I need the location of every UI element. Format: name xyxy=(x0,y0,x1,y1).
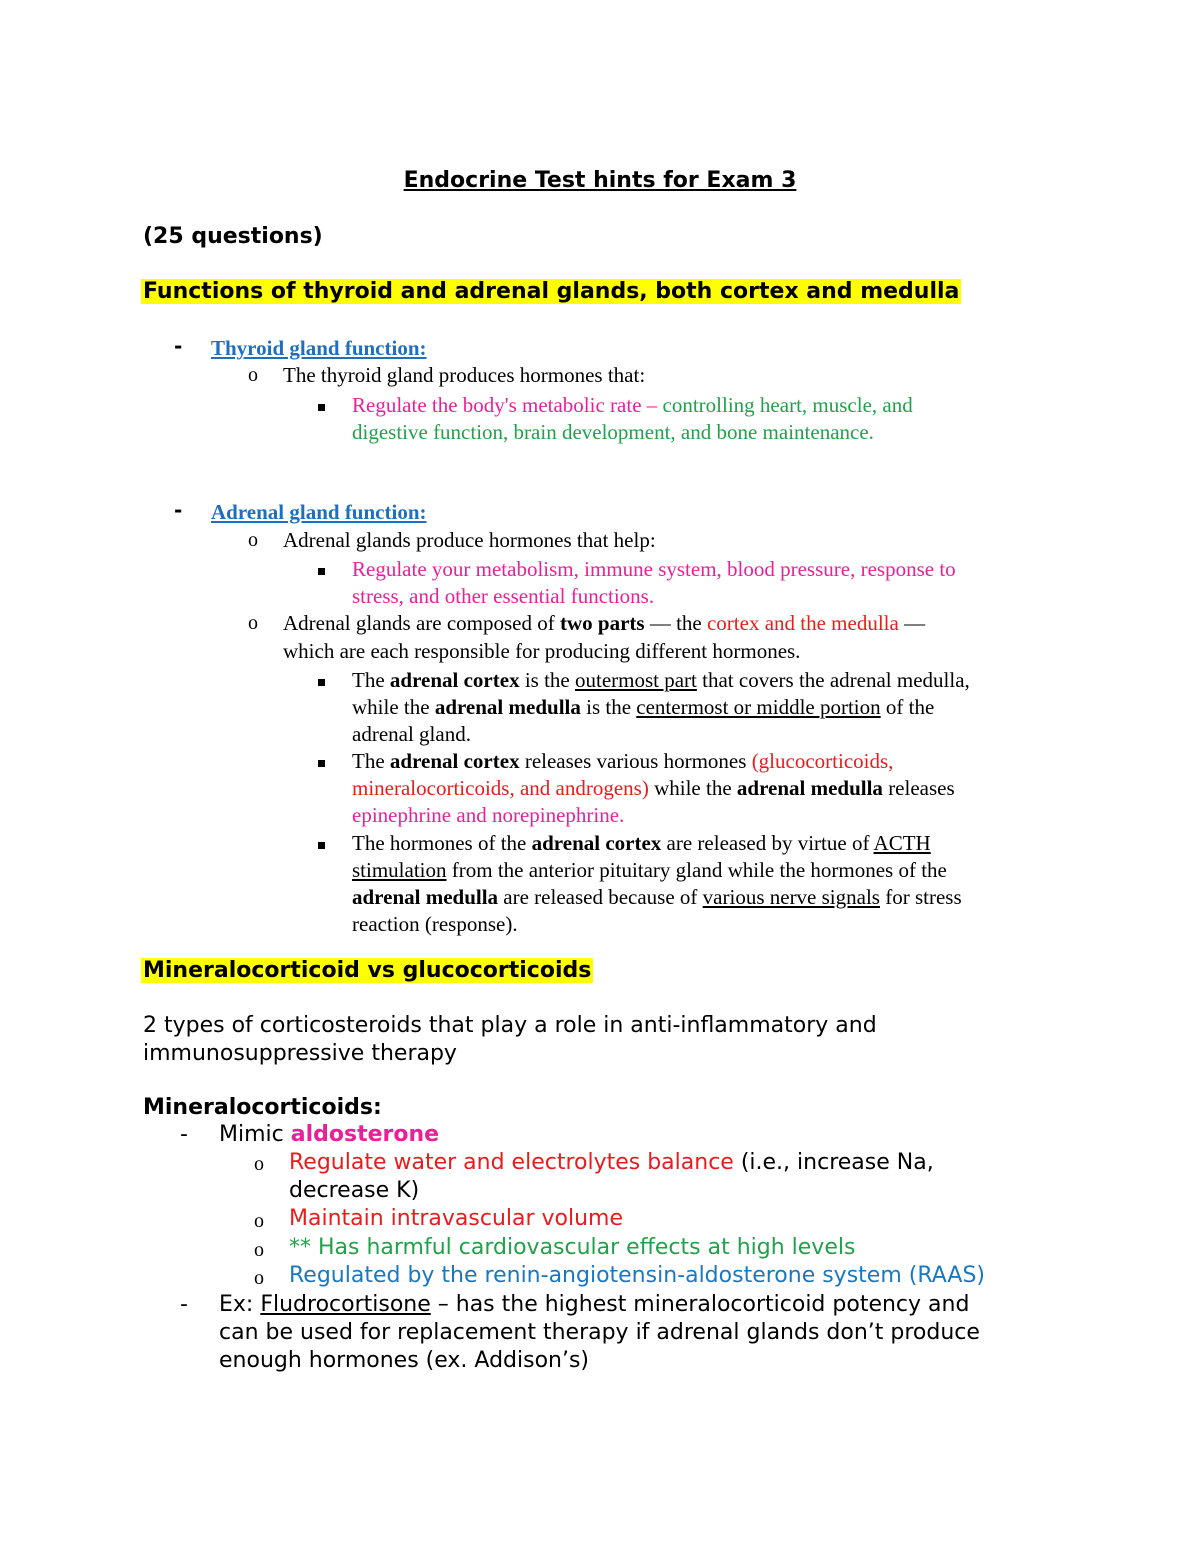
mineralo-point-1-line2: decrease K) xyxy=(289,1178,420,1203)
question-count: (25 questions) xyxy=(143,224,323,249)
adrenal-p3-line4: reaction (response). xyxy=(352,912,518,936)
thyroid-point-line1: Regulate the body's metabolic rate – controlling heart, muscle, and xyxy=(352,393,913,417)
adrenal-p3-line3: adrenal medulla are released because of various nerve signals for stress xyxy=(352,885,962,909)
circle-bullet: o xyxy=(248,612,258,634)
mimic-aldosterone: Mimic aldosterone xyxy=(219,1122,440,1147)
adrenal-sub1: Adrenal glands produce hormones that help: xyxy=(283,528,656,552)
adrenal-sub1-point-line2: stress, and other essential functions. xyxy=(352,584,655,608)
adrenal-sub1-point-line1: Regulate your metabolism, immune system, blood pressure, response to xyxy=(352,557,956,581)
circle-bullet: o xyxy=(254,1210,264,1232)
mineralo-point-1-line1: Regulate water and electrolytes balance (i.e., increase Na, xyxy=(289,1150,934,1175)
dash-bullet: - xyxy=(180,1122,188,1147)
adrenal-p2-line1: The adrenal cortex releases various hormones (glucocorticoids, xyxy=(352,749,894,773)
circle-bullet: o xyxy=(248,364,258,386)
section-heading-mineralocorticoid: Mineralocorticoid vs glucocorticoids xyxy=(143,958,592,983)
square-bullet xyxy=(318,398,325,416)
square-bullet xyxy=(318,754,325,772)
adrenal-sub2-line2: which are each responsible for producing different hormones. xyxy=(283,639,801,663)
square-bullet xyxy=(318,673,325,691)
page-title: Endocrine Test hints for Exam 3 xyxy=(403,168,797,193)
circle-bullet: o xyxy=(248,529,258,551)
square-bullet xyxy=(318,562,325,580)
adrenal-p2-line2: mineralocorticoids, and androgens) while the adrenal medulla releases xyxy=(352,776,955,800)
mineralocorticoids-subheading: Mineralocorticoids: xyxy=(143,1095,382,1120)
thyroid-function-label: Thyroid gland function: xyxy=(211,336,427,360)
adrenal-p2-line3: epinephrine and norepinephrine. xyxy=(352,803,625,827)
corticosteroid-intro-line2: immunosuppressive therapy xyxy=(143,1041,457,1066)
adrenal-p1-line3: adrenal gland. xyxy=(352,722,471,746)
circle-bullet: o xyxy=(254,1239,264,1261)
thyroid-point-line2: digestive function, brain development, and bone maintenance. xyxy=(352,420,874,444)
adrenal-p3-line1: The hormones of the adrenal cortex are released by virtue of ACTH xyxy=(352,831,931,855)
adrenal-sub2-line1: Adrenal glands are composed of two parts — the cortex and the medulla — xyxy=(283,611,926,635)
example-line3: enough hormones (ex. Addison’s) xyxy=(219,1348,590,1373)
corticosteroid-intro-line1: 2 types of corticosteroids that play a role in anti-inflammatory and xyxy=(143,1013,877,1038)
circle-bullet: o xyxy=(254,1267,264,1289)
dash-bullet: - xyxy=(174,498,183,522)
section-heading-functions: Functions of thyroid and adrenal glands, both cortex and medulla xyxy=(143,279,960,304)
dash-bullet: - xyxy=(174,334,183,358)
example-line1: Ex: Fludrocortisone – has the highest mineralocorticoid potency and xyxy=(219,1292,970,1317)
circle-bullet: o xyxy=(254,1153,264,1175)
adrenal-p1-line1: The adrenal cortex is the outermost part that covers the adrenal medulla, xyxy=(352,668,970,692)
adrenal-p1-line2: while the adrenal medulla is the centermost or middle portion of the xyxy=(352,695,935,719)
adrenal-p3-line2: stimulation from the anterior pituitary gland while the hormones of the xyxy=(352,858,947,882)
example-line2: can be used for replacement therapy if adrenal glands don’t produce xyxy=(219,1320,980,1345)
thyroid-sub: The thyroid gland produces hormones that: xyxy=(283,363,646,387)
mineralo-point-2: Maintain intravascular volume xyxy=(289,1206,624,1231)
dash-bullet: - xyxy=(180,1292,188,1317)
adrenal-function-label: Adrenal gland function: xyxy=(211,500,427,524)
square-bullet xyxy=(318,836,325,854)
mineralo-point-4: Regulated by the renin-angiotensin-aldosterone system (RAAS) xyxy=(289,1263,985,1288)
mineralo-point-3: ** Has harmful cardiovascular effects at high levels xyxy=(289,1235,856,1260)
